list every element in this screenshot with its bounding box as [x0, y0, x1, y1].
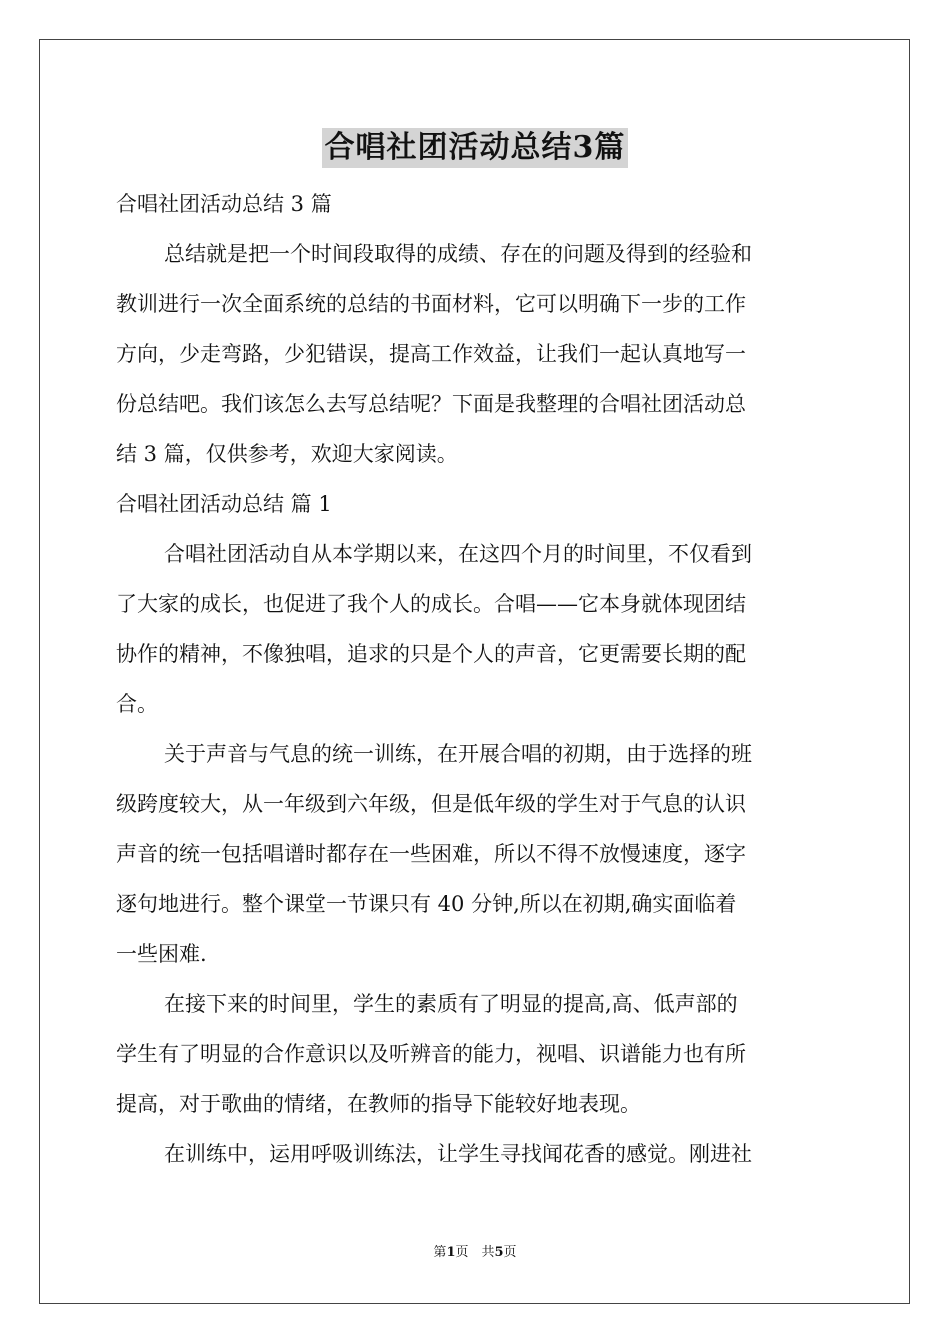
text-line: 份总结吧。我们该怎么去写总结呢？下面是我整理的合唱社团活动总	[116, 392, 746, 416]
document-body	[116, 179, 834, 1179]
footer-page-prefix: 第	[433, 1245, 447, 1260]
text-line: 合唱社团活动自从本学期以来，在这四个月的时间里，不仅看到	[164, 542, 752, 566]
text-line: 关于声音与气息的统一训练，在开展合唱的初期，由于选择的班	[164, 742, 752, 766]
text-line: 在训练中，运用呼吸训练法，让学生寻找闻花香的感觉。刚进社	[164, 1142, 752, 1166]
text-line: 协作的精神，不像独唱，追求的只是个人的声音，它更需要长期的配	[116, 642, 746, 666]
footer-page-total: 5	[494, 1245, 504, 1260]
text-line: 声音的统一包括唱谱时都存在一些困难，所以不得不放慢速度，逐字	[116, 842, 746, 866]
footer-page-suffix: 页	[503, 1245, 517, 1260]
text-line: 方向，少走弯路，少犯错误，提高工作效益，让我们一起认真地写一	[116, 342, 746, 366]
text-line: 教训进行一次全面系统的总结的书面材料，它可以明确下一步的工作	[116, 292, 746, 316]
text-line: 合。	[116, 692, 158, 716]
title-container	[0, 128, 950, 168]
footer-page-current: 1	[446, 1245, 456, 1260]
text-line: 结 3 篇，仅供参考，欢迎大家阅读。	[116, 442, 458, 466]
text-line: 一些困难.	[116, 942, 207, 966]
text-line: 了大家的成长，也促进了我个人的成长。合唱——它本身就体现团结	[116, 592, 746, 616]
text-line: 合唱社团活动总结 篇 1	[116, 492, 332, 516]
text-line: 级跨度较大，从一年级到六年级，但是低年级的学生对于气息的认识	[116, 792, 746, 816]
footer-page-mid: 页 共	[455, 1245, 495, 1260]
document-title: 合唱社团活动总结3篇	[322, 128, 629, 168]
text-line: 逐句地进行。整个课堂一节课只有 40 分钟,所以在初期,确实面临着	[116, 892, 737, 916]
text-line: 总结就是把一个时间段取得的成绩、存在的问题及得到的经验和	[164, 242, 752, 266]
text-line: 学生有了明显的合作意识以及听辨音的能力，视唱、识谱能力也有所	[116, 1042, 746, 1066]
text-line: 提高，对于歌曲的情绪，在教师的指导下能较好地表现。	[116, 1092, 641, 1116]
text-line: 合唱社团活动总结 3 篇	[116, 192, 332, 216]
page-footer	[0, 1244, 950, 1262]
text-line: 在接下来的时间里，学生的素质有了明显的提高,高、低声部的	[164, 992, 738, 1016]
